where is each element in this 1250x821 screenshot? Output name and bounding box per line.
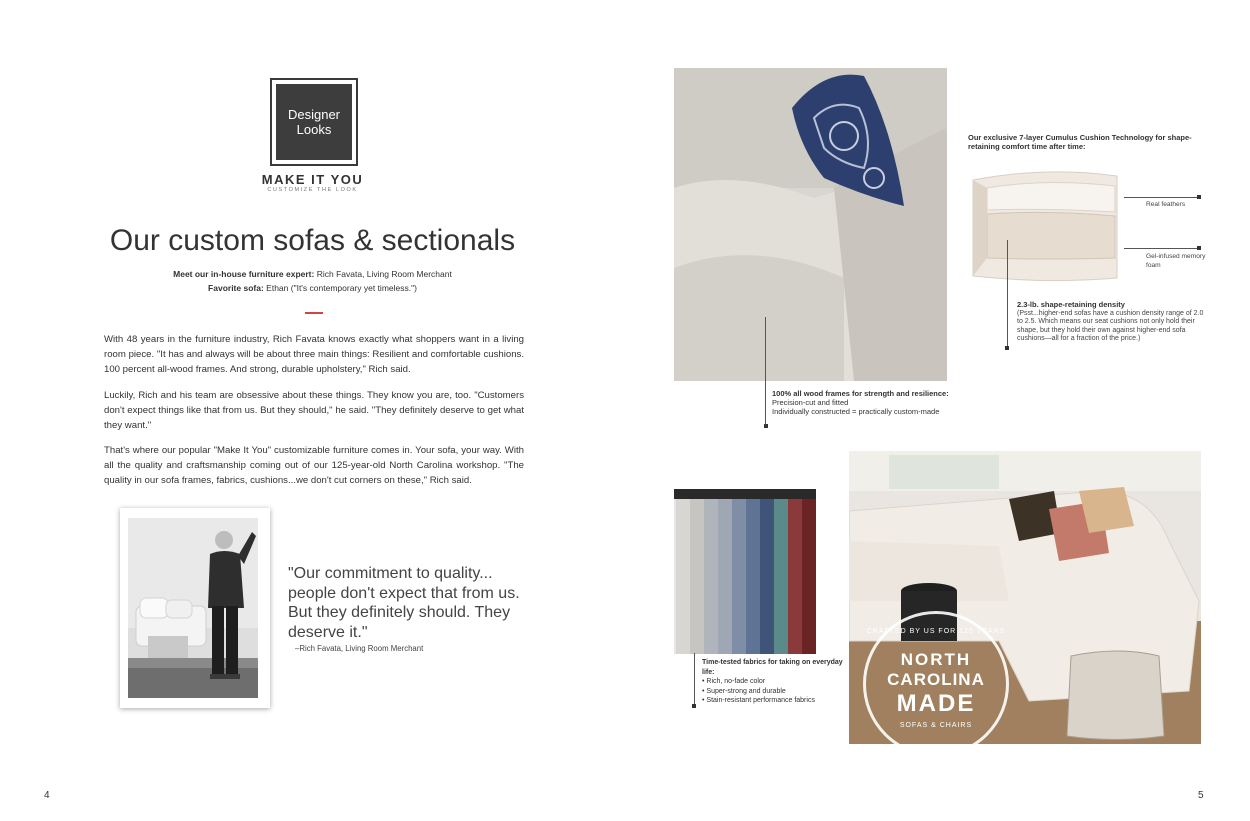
logo-mark <box>276 84 352 160</box>
feathers-label: Real feathers <box>1146 201 1186 208</box>
badge-line-3: MADE <box>896 690 976 717</box>
gel-foam-label: Gel-infused memory foam <box>1146 253 1206 269</box>
callout-marker <box>1197 246 1201 250</box>
callout-marker <box>1197 195 1201 199</box>
expert-value: Rich Favata, Living Room Merchant <box>314 269 452 279</box>
expert-label: Meet our in-house furniture expert: <box>173 269 315 279</box>
nc-made-badge <box>863 611 1009 744</box>
frames-callout <box>772 389 962 416</box>
density-title: 2.3-lb. shape-retaining density <box>1017 300 1125 309</box>
rich-favata-photo <box>128 518 258 698</box>
favorite-value: Ethan ("It's contemporary yet timeless.") <box>263 283 417 293</box>
callout-line <box>1124 197 1200 198</box>
callout-line <box>765 317 766 425</box>
page-headline: Our custom sofas & sectionals <box>109 224 516 257</box>
sectional-room-image <box>849 451 1201 744</box>
quote-attribution: –Rich Favata, Living Room Merchant <box>295 644 424 653</box>
fabric-swatches-image <box>674 489 816 654</box>
fabrics-callout-title: Time-tested fabrics for taking on everyday life: <box>702 659 843 676</box>
logo-line-1: Designer <box>287 107 341 122</box>
brand-tagline: CUSTOMIZE THE LOOK <box>267 187 358 193</box>
logo-line-2: Looks <box>296 122 332 137</box>
brand-title: MAKE IT YOU <box>261 172 364 187</box>
page-number-left: 4 <box>44 790 50 801</box>
frames-callout-title: 100% all wood frames for strength and resilience: <box>772 389 949 398</box>
sofa-closeup-image <box>674 68 947 381</box>
fabrics-callout-line: • Stain-resistant performance fabrics <box>702 697 815 704</box>
badge-line-1: NORTH <box>900 650 972 669</box>
fabrics-callout <box>702 658 852 706</box>
body-paragraph: With 48 years in the furniture industry, Rich Favata knows exactly what shoppers want in a living room piece. "It has and always will be about three main things: Resilient and comfortable cushions. 100 percent all-wood frames. And strong, durable upholstery," Rich said. <box>104 334 524 375</box>
expert-line <box>60 269 565 279</box>
body-paragraph: Luckily, Rich and his team are obsessive about these things. They know you are, too. "Customers don't expect things like that from us. But they should," he said. "They definitely deserve to get what they want." <box>104 390 524 431</box>
badge-line-2: CAROLINA <box>887 670 985 689</box>
portrait-photo-frame <box>120 508 270 708</box>
page-number-right: 5 <box>1198 790 1204 801</box>
body-paragraph: That's where our popular "Make It You" customizable furniture comes in. Your sofa, your way. With all the quality and craftsmanship coming out of our 125-year-old North Carolina workshop. "The quality in our sofa frames, fabrics, cushions...we don't cut corners on these," Rich said. <box>104 445 524 486</box>
favorite-label: Favorite sofa: <box>208 283 264 293</box>
badge-bottom-text: SOFAS & CHAIRS <box>899 722 973 729</box>
fabrics-callout-line: • Rich, no-fade color <box>702 678 766 685</box>
callout-marker <box>692 704 696 708</box>
callout-line <box>694 653 695 705</box>
density-callout <box>1017 301 1207 344</box>
accent-divider <box>305 312 323 314</box>
favorite-sofa-line <box>60 283 565 293</box>
badge-top-text: CRAFTED BY US FOR 125 YEARS <box>866 628 1006 635</box>
pull-quote: "Our commitment to quality... people don't expect that from us. But they definitely should. They deserve it." <box>288 565 520 641</box>
designer-looks-logo <box>270 78 358 166</box>
callout-line <box>1007 240 1008 348</box>
cushion-cutaway-image <box>967 160 1124 288</box>
callout-line <box>1124 248 1200 249</box>
fabrics-callout-line: • Super-strong and durable <box>702 687 786 695</box>
callout-marker <box>1005 346 1009 350</box>
frames-callout-line: Precision-cut and fitted <box>772 398 849 407</box>
frames-callout-line: Individually constructed = practically custom-made <box>772 407 940 416</box>
density-text: (Psst...higher-end sofas have a cushion density range of 2.0 to 2.5. Which means our seat cushions not only hold their shape, but they hold their own against higher-end sofa cushions—all for a fraction of the price.) <box>1017 309 1204 342</box>
cushion-callout-title: Our exclusive 7-layer Cumulus Cushion Technology for shape-retaining comfort time after time: <box>968 133 1192 151</box>
